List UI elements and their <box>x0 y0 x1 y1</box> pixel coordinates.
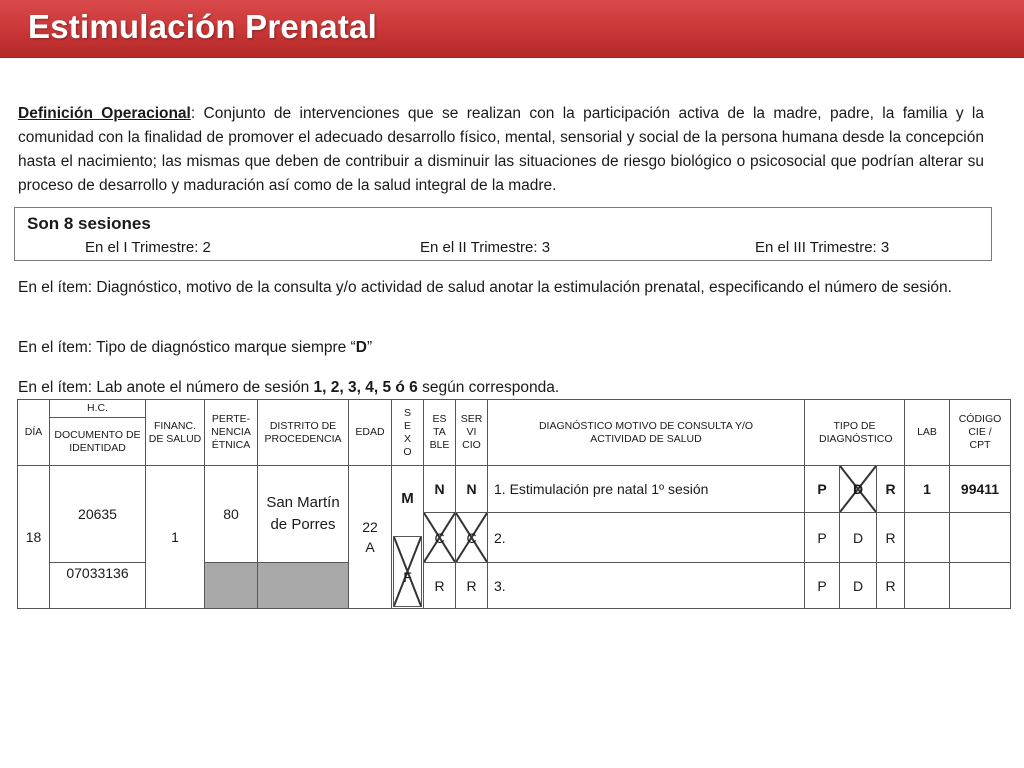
row2-tipo-d: D <box>840 513 877 563</box>
header-documento: DOCUMENTO DE IDENTIDAD <box>50 418 146 466</box>
row2-estable-crossed <box>424 513 456 563</box>
header-edad: EDAD <box>349 400 392 466</box>
note-tipo-diagnostico <box>18 336 984 359</box>
cell-dia: 18 <box>18 466 50 609</box>
row1-tipo-r: R <box>877 466 905 513</box>
row1-tipo-d: D <box>852 481 864 497</box>
header-sexo: S E X O <box>392 400 424 466</box>
row1-estable: N <box>424 466 456 513</box>
row3-diagnostico: 3. <box>488 563 805 609</box>
cell-documento: 07033136 <box>50 563 146 609</box>
sexo-f: F <box>403 569 412 585</box>
trimester-2: En el II Trimestre: 3 <box>420 239 551 256</box>
cell-pertenencia: 80 <box>205 466 258 563</box>
row2-diagnostico: 2. <box>488 513 805 563</box>
header-financ: FINANC. DE SALUD <box>146 400 205 466</box>
sexo-m: M <box>401 490 414 507</box>
cell-edad: 22 A <box>349 466 392 609</box>
definition-paragraph <box>18 102 984 198</box>
row3-servicio: R <box>456 563 488 609</box>
header-servicio: SER VI CIO <box>456 400 488 466</box>
row2-servicio: C <box>466 529 477 546</box>
row1-tipo-d-crossed <box>840 466 877 513</box>
header-distrito: DISTRITO DE PROCEDENCIA <box>258 400 349 466</box>
note-tipo-prefix: En el ítem: Tipo de diagnóstico marque siempre “ <box>18 339 356 356</box>
header-diagnostico: DIAGNÓSTICO MOTIVO DE CONSULTA Y/O ACTIVIDAD DE SALUD <box>488 400 805 466</box>
header-dia: DÍA <box>18 400 50 466</box>
row2-codigo <box>950 513 1011 563</box>
definition-term: Definición Operacional <box>18 105 191 122</box>
note-diagnostico: En el ítem: Diagnóstico, motivo de la consulta y/o actividad de salud anotar la estimulación prenatal, especificando el número de sesión. <box>18 279 952 296</box>
note-lab-bold: 1, 2, 3, 4, 5 ó 6 <box>313 379 418 396</box>
row2-servicio-crossed <box>456 513 488 563</box>
row3-tipo-r: R <box>877 563 905 609</box>
header-estable: ES TA BLE <box>424 400 456 466</box>
row2-tipo-p: P <box>805 513 840 563</box>
row3-tipo-p: P <box>805 563 840 609</box>
note-lab <box>18 376 984 399</box>
note-tipo-bold: D <box>355 339 367 356</box>
note-tipo-suffix: ” <box>366 339 373 356</box>
cell-distrito: San Martín de Porres <box>258 466 349 563</box>
row1-tipo-p: P <box>805 466 840 513</box>
trimester-3: En el III Trimestre: 3 <box>755 239 890 256</box>
cell-distrito-shaded <box>258 563 349 609</box>
row1-lab: 1 <box>905 466 950 513</box>
header-pertenencia: PERTE-NENCIA ÉTNICA <box>205 400 258 466</box>
row1-servicio: N <box>456 466 488 513</box>
header-codigo: CÓDIGO CIE / CPT <box>950 400 1011 466</box>
cell-sexo <box>392 466 424 609</box>
row3-codigo <box>950 563 1011 609</box>
definition-text: : Conjunto de intervenciones que se realizan con la participación activa de la madre, padre, la familia y la comunidad con la finalidad de promover el adecuado desarrollo físico, mental, sensorial y social de la persona humana desde la concepción hasta el nacimiento; las mismas que deben de contribuir a disminuir las situaciones de riesgo biológico o psicosocial que podrían alterar su proceso de desarrollo y maduración así como de la salud integral de la madre. <box>18 105 984 194</box>
registro-table <box>17 399 1011 609</box>
row2-tipo-r: R <box>877 513 905 563</box>
note-lab-prefix: En el ítem: Lab anote el número de sesión <box>18 379 314 396</box>
row3-estable: R <box>424 563 456 609</box>
header-hc: H.C. <box>50 400 146 418</box>
page-title: Estimulación Prenatal <box>28 8 377 45</box>
sessions-box <box>14 207 992 261</box>
row1-codigo: 99411 <box>950 466 1011 513</box>
header-lab: LAB <box>905 400 950 466</box>
cell-hc: 20635 <box>50 466 146 563</box>
row3-lab <box>905 563 950 609</box>
header-tipo-diagnostico: TIPO DE DIAGNÓSTICO <box>805 400 905 466</box>
trimester-1: En el I Trimestre: 2 <box>85 239 211 256</box>
row2-lab <box>905 513 950 563</box>
row3-tipo-d: D <box>840 563 877 609</box>
note-lab-suffix: según corresponda. <box>417 379 560 396</box>
row1-diagnostico: 1. Estimulación pre natal 1º sesión <box>488 466 805 513</box>
row2-estable: C <box>434 529 445 546</box>
sessions-heading: Son 8 sesiones <box>27 214 151 233</box>
title-bar <box>0 0 1024 58</box>
sexo-f-crossed <box>393 536 422 607</box>
cell-pertenencia-shaded <box>205 563 258 609</box>
cell-financ: 1 <box>146 466 205 609</box>
